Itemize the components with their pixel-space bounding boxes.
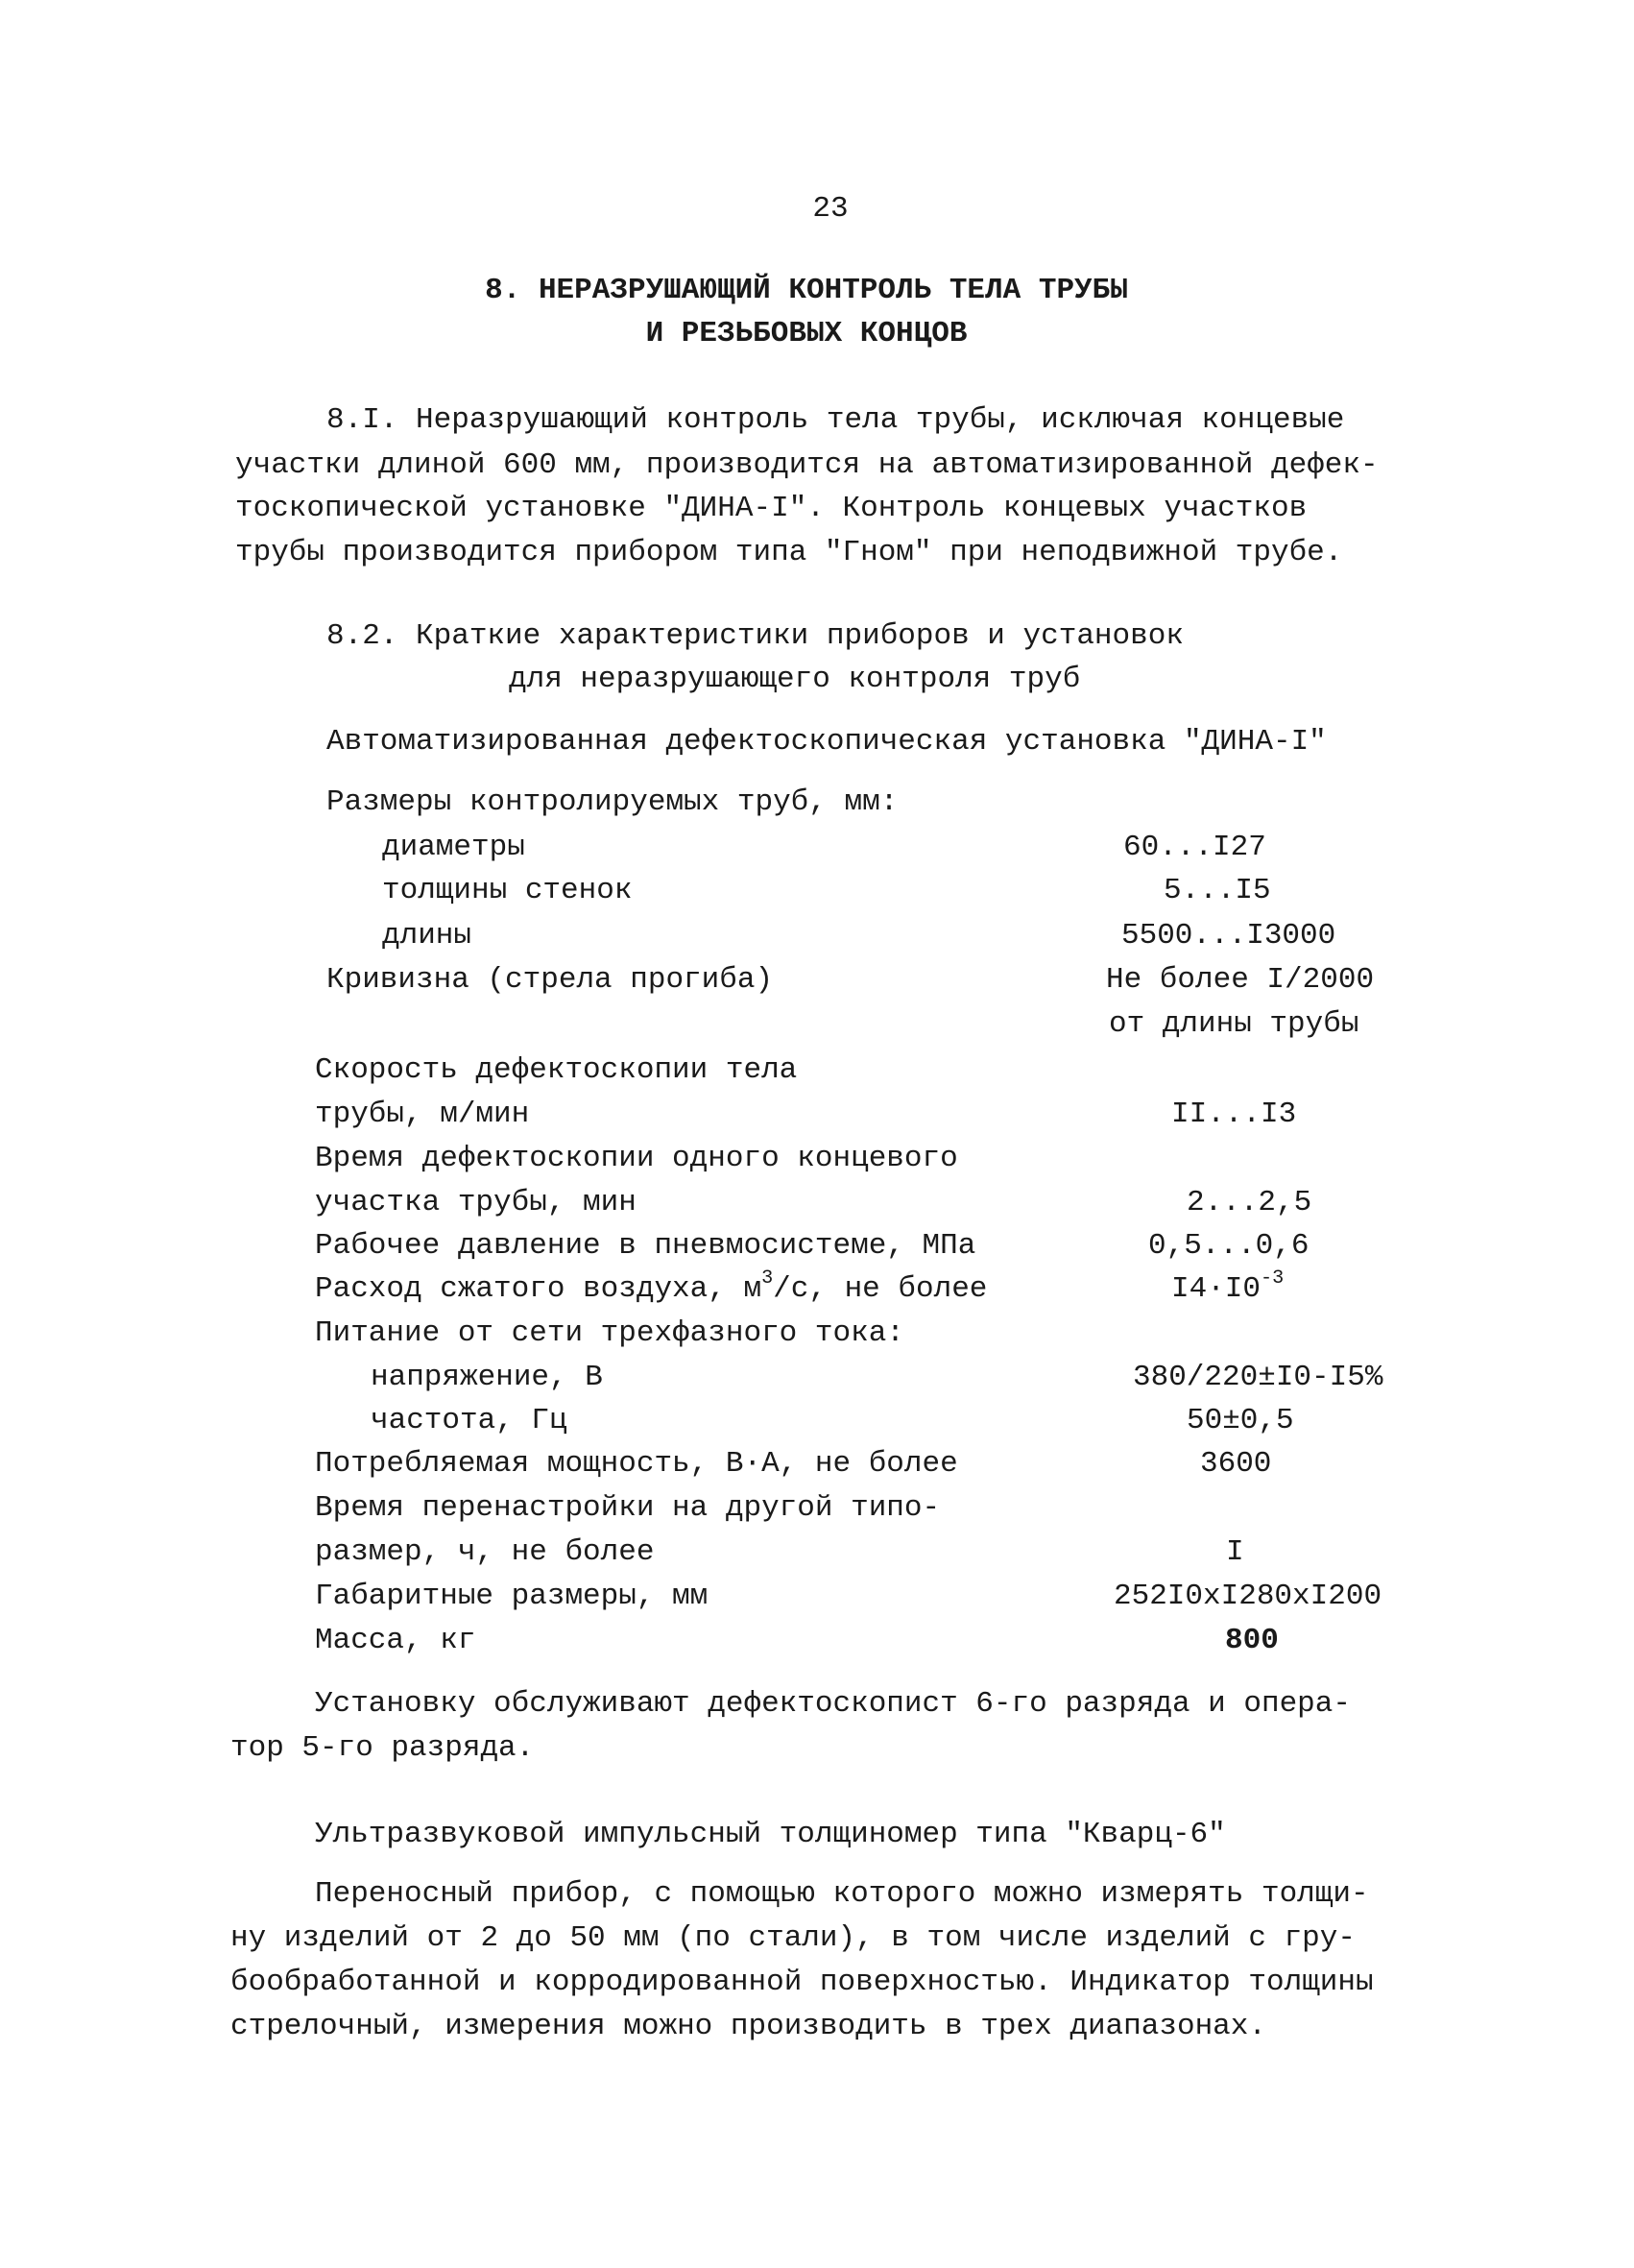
spec-pressure-label: Рабочее давление в пневмосистеме, МПа (315, 1229, 976, 1263)
spec-air-label: Расход сжатого воздуха, $м^3/с$, не более (315, 1267, 988, 1306)
kvarts-title: Ультразвуковой импульсный толщиномер типа "Кварц-6" (315, 1818, 1226, 1851)
spec-length-value: 5500...I3000 (1121, 919, 1336, 953)
spec-consumption-label: Потребляемая мощность, В·А, не более (315, 1447, 958, 1481)
spec-air-value: $I4\cdot I0^{-3}$ (1171, 1267, 1285, 1306)
spec-wall-label: толщины стенок (382, 874, 633, 907)
spec-diameters-label: диаметры (382, 831, 525, 864)
section-heading-line2: И РЕЗЬБОВЫХ КОНЦОВ (645, 317, 968, 350)
spec-wall-value: 5...I5 (1164, 874, 1271, 907)
spec-mass-label: Масса, кг (315, 1624, 476, 1657)
spec-time-label2: участка трубы, мин (315, 1186, 637, 1219)
spec-curvature-value2: от длины трубы (1109, 1007, 1359, 1041)
spec-speed-label1: Скорость дефектоскопии тела (315, 1053, 798, 1087)
spec-speed-label2: трубы, м/мин (315, 1098, 530, 1131)
spec-time-label1: Время дефектоскопии одного концевого (315, 1142, 958, 1175)
spec-diameters-value: 60...I27 (1123, 831, 1266, 864)
spec-curvature-label: Кривизна (стрела прогиба) (326, 963, 774, 997)
spec-dimensions-label: Габаритные размеры, мм (315, 1580, 709, 1613)
section-heading-line1: 8. НЕРАЗРУШАЮЩИЙ КОНТРОЛЬ ТЕЛА ТРУБЫ (485, 274, 1128, 307)
spec-power-supply-label: Питание от сети трехфазного тока: (315, 1316, 904, 1350)
service-line1: Установку обслуживают дефектоскопист 6-го разряда и опера- (315, 1687, 1351, 1721)
spec-speed-value: II...I3 (1171, 1098, 1297, 1131)
spec-length-label: длины (382, 919, 472, 953)
kvarts-line2: ну изделий от 2 до 50 мм (по стали), в том числе изделий с гру- (230, 1921, 1356, 1955)
para-8-1-line3: тоскопической установке "ДИНА-I". Контроль концевых участков (235, 492, 1308, 525)
service-line2: тор 5-го разряда. (230, 1731, 535, 1765)
para-8-1-line2: участки длиной 600 мм, производится на автоматизированной дефек- (235, 448, 1379, 482)
spec-time-value: 2...2,5 (1187, 1186, 1312, 1219)
spec-consumption-value: 3600 (1200, 1447, 1272, 1481)
para-8-2-line2: для неразрушающего контроля труб (509, 663, 1081, 696)
para-8-1-line4: трубы производится прибором типа "Гном" при неподвижной трубе. (235, 536, 1343, 569)
spec-retool-label1: Время перенастройки на другой типо- (315, 1491, 941, 1525)
spec-retool-value: I (1226, 1535, 1244, 1569)
kvarts-line4: стрелочный, измерения можно производить в трех диапазонах. (230, 2010, 1266, 2043)
spec-retool-label2: размер, ч, не более (315, 1535, 655, 1569)
spec-freq-label: частота, Гц (371, 1404, 567, 1437)
spec-voltage-label: напряжение, В (371, 1361, 603, 1394)
kvarts-line1: Переносный прибор, с помощью которого можно измерять толщи- (315, 1877, 1369, 1911)
installation-title: Автоматизированная дефектоскопическая установка "ДИНА-I" (326, 725, 1327, 759)
spec-curvature-value1: Не более I/2000 (1106, 963, 1375, 997)
page-number: 23 (812, 192, 849, 226)
spec-mass-value: 800 (1225, 1624, 1279, 1657)
kvarts-line3: бообработанной и корродированной поверхностью. Индикатор толщины (230, 1966, 1374, 1999)
spec-voltage-value: 380/220±I0-I5% (1133, 1361, 1383, 1394)
spec-dimensions-value: 252I0xI280xI200 (1114, 1580, 1382, 1613)
para-8-2-line1: 8.2. Краткие характеристики приборов и установок (326, 619, 1184, 653)
spec-pressure-value: 0,5...0,6 (1148, 1229, 1310, 1263)
spec-freq-value: 50±0,5 (1187, 1404, 1294, 1437)
spec-sizes-label: Размеры контролируемых труб, мм: (326, 785, 899, 819)
para-8-1-line1: 8.I. Неразрушающий контроль тела трубы, исключая концевые (326, 403, 1345, 437)
